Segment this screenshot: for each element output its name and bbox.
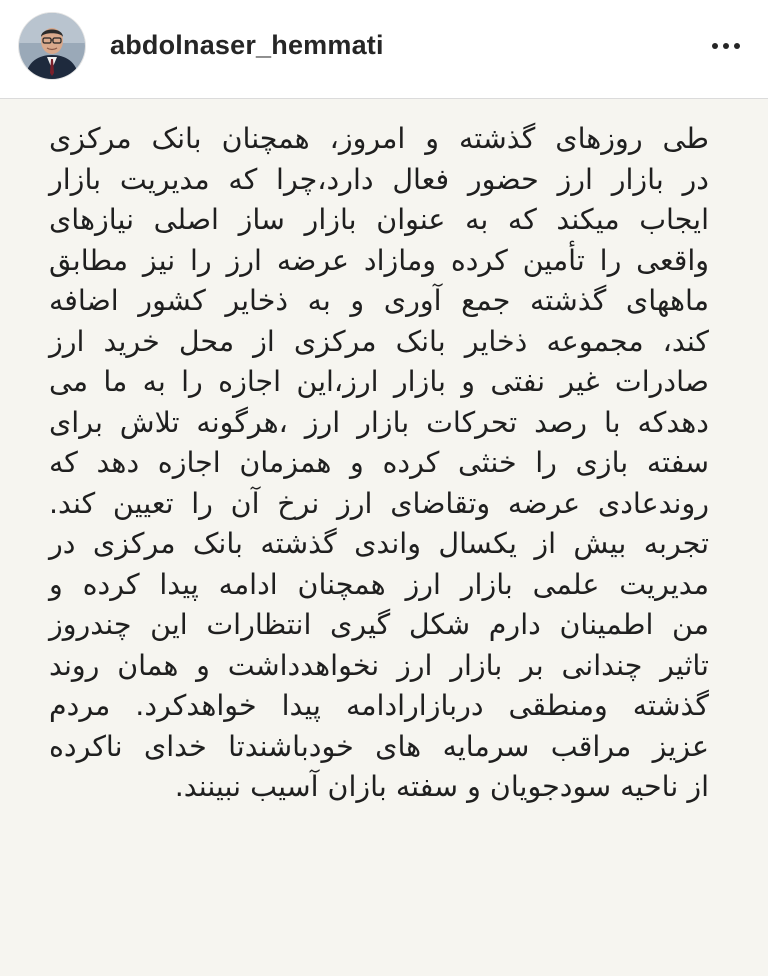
text-line: واقعی را تأمین کرده ومازاد عرضه ارز را نیز مطابق: [49, 243, 709, 277]
more-options-button[interactable]: [704, 28, 748, 64]
text-line: طی روزهای گذشته و امروز، همچنان بانک مرکزی: [49, 122, 709, 155]
text-line: عزیز مراقب سرمایه های خودباشندتا خدای ناکرده: [49, 729, 709, 763]
text-line: تجربه بیش از یکسال واندی گذشته بانک مرکزی در: [49, 527, 709, 560]
text-line: سفته بازی را خنثی کرده و همزمان اجازه دهد که: [49, 446, 709, 479]
text-line: مدیریت علمی بازار ارز همچنان ادامه پیدا کرده و: [49, 567, 709, 601]
profile-photo-icon: [19, 13, 85, 79]
username[interactable]: abdolnaser_hemmati: [110, 30, 384, 60]
text-line: روندعادی عرضه وتقاضای ارز نرخ آن را تعیین کند.: [49, 486, 709, 520]
post-text: [49, 119, 709, 808]
text-line: ماههای گذشته جمع آوری و به ذخایر کشور اضافه: [49, 284, 709, 317]
post-image: [0, 99, 768, 976]
text-line: دهدکه با رصد تحرکات بازار ارز ،هرگونه تلاش برای: [49, 405, 709, 439]
text-line: تاثیر چندانی بر بازار ارز نخواهدداشت و همان روند: [49, 648, 709, 682]
avatar[interactable]: [19, 13, 85, 79]
text-line: من اطمینان دارم شکل گیری انتظارات این چندروز: [49, 608, 709, 641]
text-line: ایجاب میکند که به عنوان بازار ساز اصلی نیازهای: [49, 203, 709, 236]
text-line: در بازار ارز حضور فعال دارد،چرا که مدیریت بازار: [49, 162, 709, 196]
post-header: [0, 0, 768, 99]
text-line: کند، مجموعه ذخایر بانک مرکزی از محل خرید ارز: [49, 324, 709, 358]
text-line: صادرات غیر نفتی و بازار ارز،این اجازه را به ما می: [49, 365, 709, 398]
text-line: از ناحیه سودجویان و سفته بازان آسیب نبینند.: [174, 770, 709, 803]
text-line: گذشته ومنطقی دربازارادامه پیدا خواهدکرد. مردم: [49, 689, 709, 722]
more-options-icon: [704, 28, 748, 64]
